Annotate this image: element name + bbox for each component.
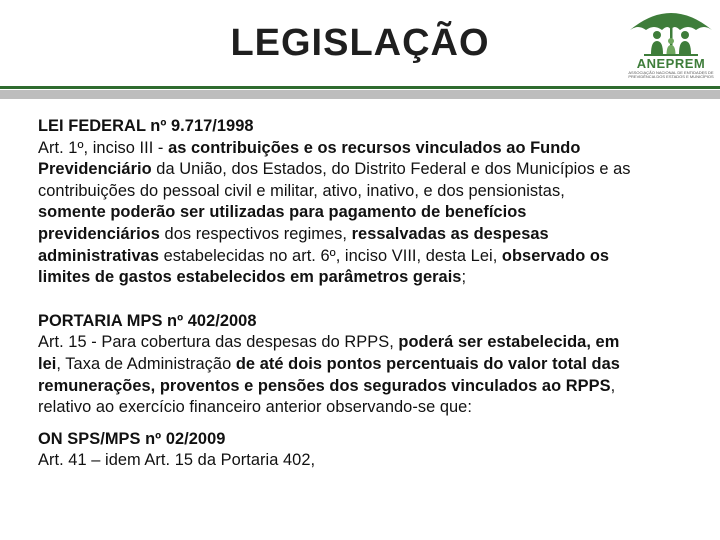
legislation-content	[38, 116, 688, 472]
body-text: contribuições do pessoal civil e militar, ativo, inativo, e dos pensionistas,	[38, 181, 565, 200]
emphasis-text: Previdenciário	[38, 160, 152, 179]
emphasis-text: de até dois pontos percentuais do valor total das	[235, 354, 620, 373]
section-heading: ON SPS/MPS nº 02/2009	[38, 429, 226, 448]
text-line	[38, 267, 688, 289]
spacer	[38, 419, 688, 429]
emphasis-text: ressalvadas as despesas	[351, 224, 549, 243]
emphasis-text: observado os	[501, 246, 610, 265]
body-text: Art. 15 - Para cobertura das despesas do RPPS,	[38, 333, 399, 352]
text-line	[38, 202, 688, 224]
body-text: relativo ao exercício financeiro anterior observando-se que:	[38, 398, 472, 417]
umbrella-family-icon	[624, 2, 718, 58]
body-text: ,	[610, 376, 616, 395]
section-body	[38, 332, 688, 418]
body-text: Art. 1º, inciso III -	[38, 138, 169, 157]
text-line	[38, 138, 688, 160]
text-line	[38, 354, 688, 376]
section-portaria	[38, 311, 688, 419]
emphasis-text: remunerações, proventos e pensões dos segurados vinculados ao RPPS	[38, 376, 611, 395]
section-orientacao-normativa	[38, 429, 688, 472]
header-divider	[0, 86, 720, 89]
emphasis-text: lei	[38, 354, 57, 373]
text-line	[38, 450, 688, 472]
body-text: estabelecidas no art. 6º, inciso VIII, desta Lei,	[159, 246, 502, 265]
page-title: LEGISLAÇÃO	[230, 22, 490, 64]
emphasis-text: somente poderão ser utilizadas para pagamento de benefícios	[38, 203, 527, 222]
body-text: da União, dos Estados, do Distrito Federal e dos Municípios e as	[151, 160, 631, 179]
section-heading: LEI FEDERAL nº 9.717/1998	[38, 117, 254, 135]
emphasis-text: limites de gastos estabelecidos em parâmetros gerais	[38, 268, 462, 287]
section-body	[38, 450, 688, 472]
logo-name: ANEPREM	[636, 56, 706, 71]
logo-tagline: ASSOCIAÇÃO NACIONAL DE ENTIDADES DE PREVIDÊNCIA DOS ESTADOS E MUNICÍPIOS	[628, 70, 714, 79]
aneprem-logo	[624, 2, 718, 82]
emphasis-text: administrativas	[38, 246, 159, 265]
spacer	[38, 289, 688, 311]
body-text: ;	[461, 268, 467, 287]
emphasis-text: as contribuições e os recursos vinculados ao Fundo	[168, 138, 581, 157]
text-line	[38, 332, 688, 354]
section-lei-federal	[38, 116, 688, 289]
body-text: dos respectivos regimes,	[159, 224, 352, 243]
body-text: Art. 41 – idem Art. 15 da Portaria 402,	[38, 451, 316, 470]
text-line	[38, 246, 688, 268]
emphasis-text: poderá ser estabelecida, em	[398, 333, 620, 352]
section-heading: PORTARIA MPS nº 402/2008	[38, 311, 257, 330]
text-line	[38, 159, 688, 181]
header-divider-shadow	[0, 90, 720, 99]
text-line	[38, 181, 688, 203]
text-line	[38, 397, 688, 419]
emphasis-text: previdenciários	[38, 224, 160, 243]
body-text: , Taxa de Administração	[56, 354, 236, 373]
text-line	[38, 376, 688, 398]
text-line	[38, 224, 688, 246]
section-body	[38, 138, 688, 289]
